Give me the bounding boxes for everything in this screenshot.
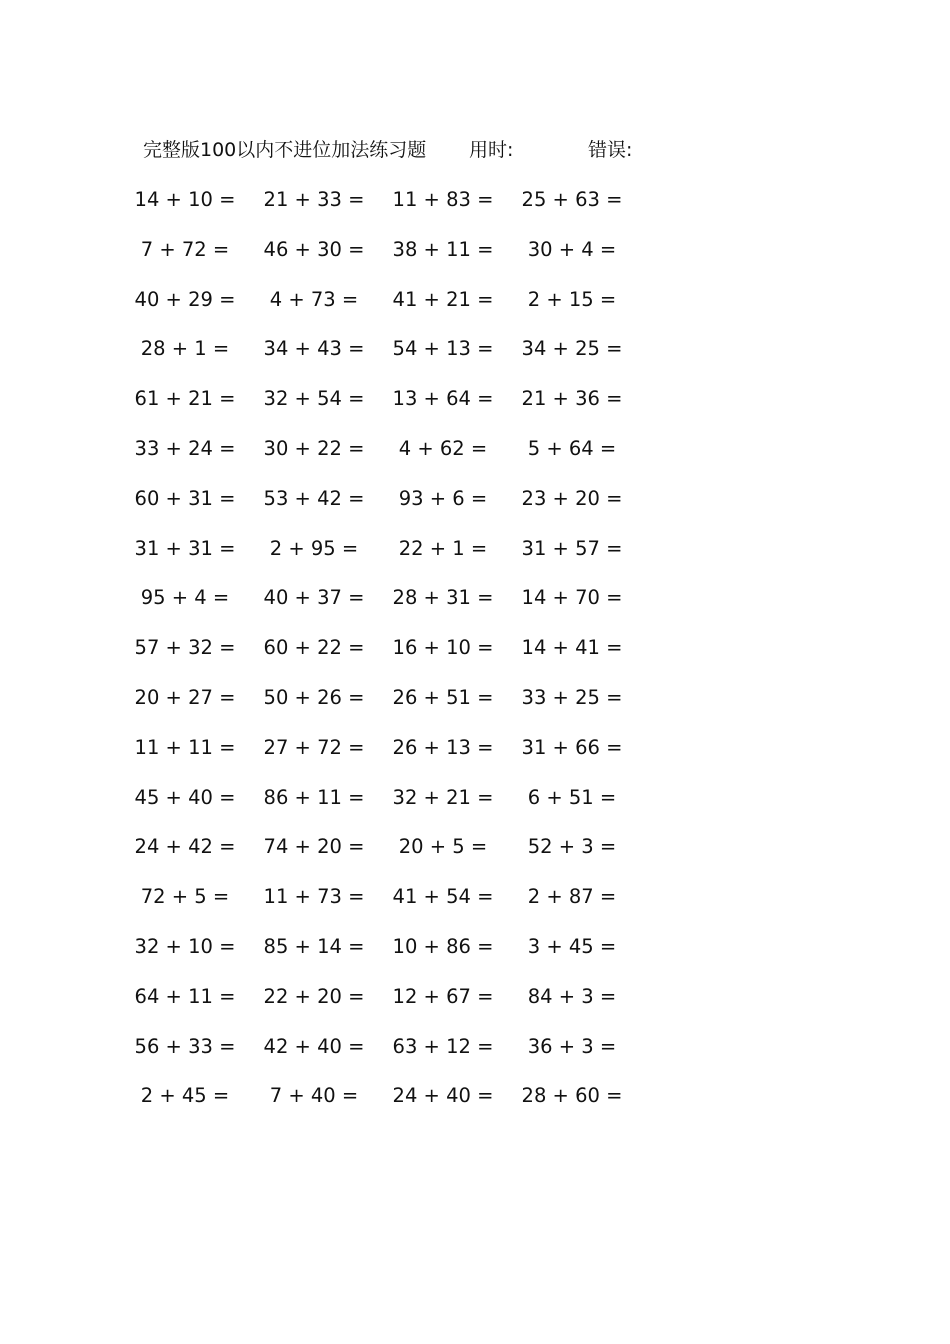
problem-row [130, 684, 650, 734]
addition-problem: 30 + 4 = [527, 237, 617, 261]
addition-problem: 31 + 66 = [521, 735, 623, 759]
addition-problem: 33 + 25 = [521, 685, 623, 709]
problem-row [130, 535, 650, 585]
addition-problem: 64 + 11 = [134, 984, 236, 1008]
addition-problem: 11 + 73 = [263, 885, 365, 909]
addition-problem: 12 + 67 = [392, 984, 494, 1008]
addition-problem: 28 + 1 = [140, 337, 230, 361]
addition-problem: 34 + 43 = [263, 337, 365, 361]
addition-problem: 24 + 40 = [392, 1084, 494, 1108]
problem-row [130, 784, 650, 834]
addition-problem: 22 + 1 = [398, 536, 488, 560]
addition-problem: 23 + 20 = [521, 486, 623, 510]
addition-problem: 42 + 40 = [263, 1034, 365, 1058]
addition-problem: 41 + 21 = [392, 287, 494, 311]
problem-row [130, 286, 650, 336]
addition-problem: 36 + 3 = [527, 1034, 617, 1058]
addition-problem: 45 + 40 = [134, 785, 236, 809]
addition-problem: 20 + 27 = [134, 685, 236, 709]
addition-problem: 14 + 41 = [521, 636, 623, 660]
addition-problem: 11 + 83 = [392, 188, 494, 211]
addition-problem: 21 + 36 = [521, 387, 623, 411]
addition-problem: 14 + 10 = [134, 188, 236, 211]
problem-row [130, 983, 650, 1033]
addition-problem: 4 + 73 = [269, 287, 359, 311]
addition-problem: 32 + 10 = [134, 934, 236, 958]
problem-grid [130, 186, 650, 1132]
addition-problem: 86 + 11 = [263, 785, 365, 809]
addition-problem: 50 + 26 = [263, 685, 365, 709]
addition-problem: 31 + 31 = [134, 536, 236, 560]
problem-row [130, 385, 650, 435]
addition-problem: 63 + 12 = [392, 1034, 494, 1058]
addition-problem: 3 + 45 = [527, 934, 617, 958]
problem-row [130, 584, 650, 634]
addition-problem: 54 + 13 = [392, 337, 494, 361]
problem-row [130, 186, 650, 236]
addition-problem: 2 + 87 = [527, 885, 617, 909]
addition-problem: 16 + 10 = [392, 636, 494, 660]
problem-row [130, 1082, 650, 1132]
addition-problem: 13 + 64 = [392, 387, 494, 411]
addition-problem: 52 + 3 = [527, 835, 617, 859]
addition-problem: 11 + 11 = [134, 735, 236, 759]
addition-problem: 56 + 33 = [134, 1034, 236, 1058]
addition-problem: 31 + 57 = [521, 536, 623, 560]
addition-problem: 14 + 70 = [521, 586, 623, 610]
problem-row [130, 236, 650, 286]
addition-problem: 4 + 62 = [398, 436, 488, 460]
addition-problem: 61 + 21 = [134, 387, 236, 411]
addition-problem: 21 + 33 = [263, 188, 365, 211]
addition-problem: 7 + 72 = [140, 237, 230, 261]
addition-problem: 60 + 31 = [134, 486, 236, 510]
addition-problem: 95 + 4 = [140, 586, 230, 610]
problem-row [130, 833, 650, 883]
addition-problem: 20 + 5 = [398, 835, 488, 859]
addition-problem: 28 + 31 = [392, 586, 494, 610]
error-label: 错误: [588, 139, 633, 161]
addition-problem: 46 + 30 = [263, 237, 365, 261]
problem-row [130, 883, 650, 933]
addition-problem: 32 + 21 = [392, 785, 494, 809]
problem-row [130, 933, 650, 983]
addition-problem: 10 + 86 = [392, 934, 494, 958]
problem-row [130, 435, 650, 485]
addition-problem: 27 + 72 = [263, 735, 365, 759]
addition-problem: 7 + 40 = [269, 1084, 359, 1108]
addition-problem: 2 + 45 = [140, 1084, 230, 1108]
addition-problem: 38 + 11 = [392, 237, 494, 261]
problem-row [130, 634, 650, 684]
addition-problem: 32 + 54 = [263, 387, 365, 411]
problem-row [130, 734, 650, 784]
problem-row [130, 485, 650, 535]
addition-problem: 24 + 42 = [134, 835, 236, 859]
addition-problem: 5 + 64 = [527, 436, 617, 460]
addition-problem: 6 + 51 = [527, 785, 617, 809]
addition-problem: 40 + 29 = [134, 287, 236, 311]
addition-problem: 25 + 63 = [521, 188, 623, 211]
time-label: 用时: [469, 139, 514, 161]
addition-problem: 2 + 15 = [527, 287, 617, 311]
addition-problem: 22 + 20 = [263, 984, 365, 1008]
addition-problem: 85 + 14 = [263, 934, 365, 958]
addition-problem: 53 + 42 = [263, 486, 365, 510]
addition-problem: 74 + 20 = [263, 835, 365, 859]
addition-problem: 2 + 95 = [269, 536, 359, 560]
addition-problem: 72 + 5 = [140, 885, 230, 909]
addition-problem: 84 + 3 = [527, 984, 617, 1008]
addition-problem: 33 + 24 = [134, 436, 236, 460]
addition-problem: 57 + 32 = [134, 636, 236, 660]
problem-row [130, 335, 650, 385]
addition-problem: 60 + 22 = [263, 636, 365, 660]
addition-problem: 40 + 37 = [263, 586, 365, 610]
addition-problem: 34 + 25 = [521, 337, 623, 361]
addition-problem: 30 + 22 = [263, 436, 365, 460]
problem-row [130, 1033, 650, 1083]
addition-problem: 26 + 13 = [392, 735, 494, 759]
addition-problem: 93 + 6 = [398, 486, 488, 510]
addition-problem: 41 + 54 = [392, 885, 494, 909]
worksheet-title: 完整版100以内不进位加法练习题 [143, 139, 427, 161]
addition-problem: 28 + 60 = [521, 1084, 623, 1108]
addition-problem: 26 + 51 = [392, 685, 494, 709]
